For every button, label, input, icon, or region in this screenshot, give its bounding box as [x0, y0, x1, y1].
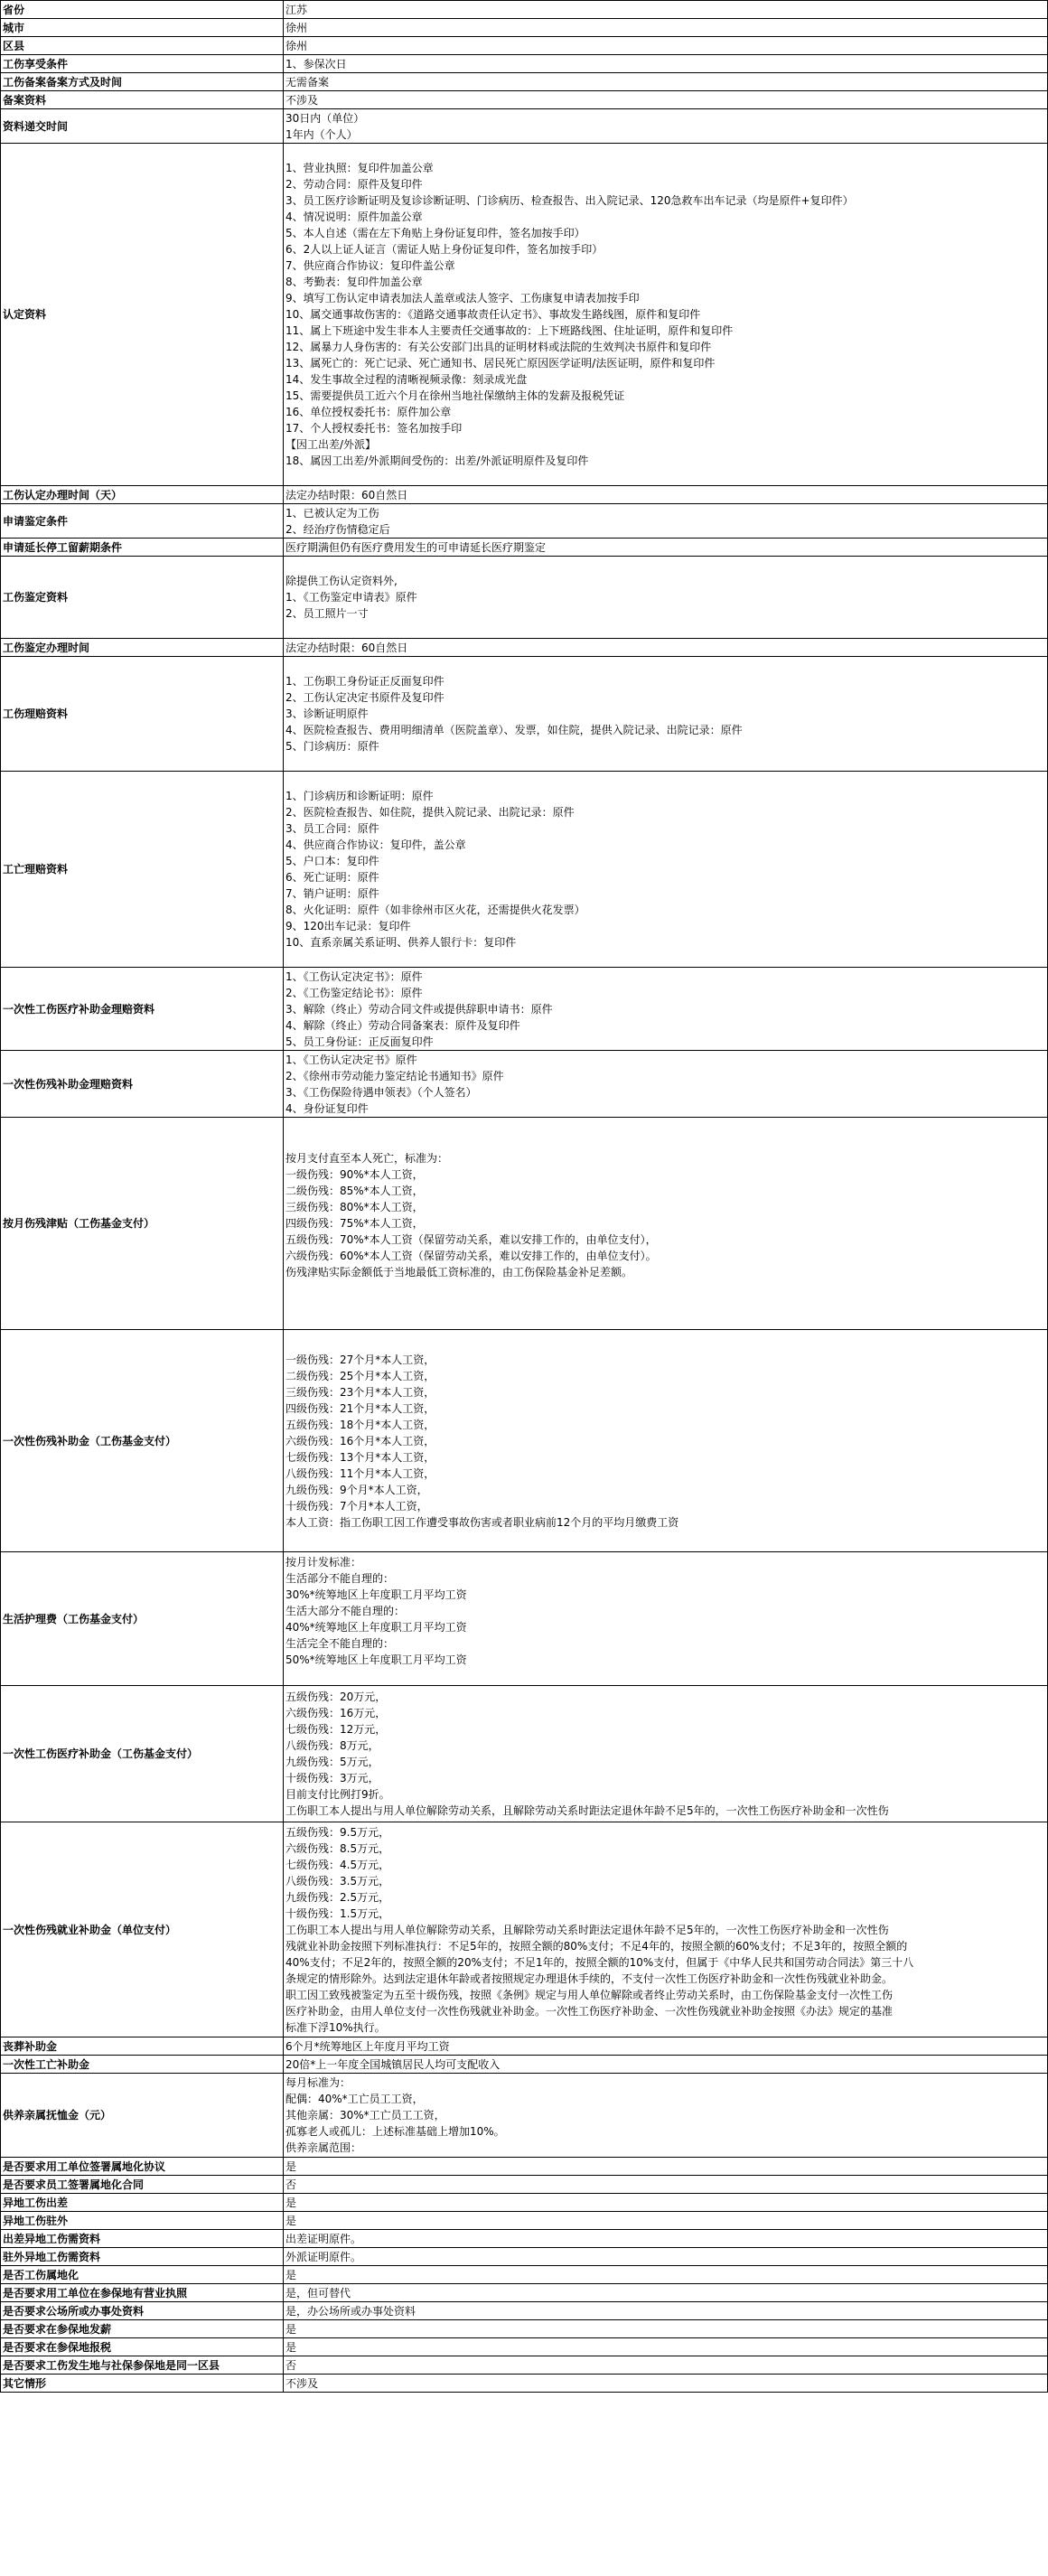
table-row: [1, 2248, 1048, 2266]
value-line: 17、个人授权委托书：签名加按手印: [285, 422, 463, 435]
value-line: 徐州: [285, 39, 308, 52]
row-label: 申请鉴定条件: [1, 504, 284, 539]
row-label: 驻外异地工伤需资料: [1, 2248, 284, 2266]
row-label: 是否工伤属地化: [1, 2266, 284, 2284]
value-line: 十级伤残：3万元，: [285, 1772, 379, 1784]
value-line: 六级伤残：60%*本人工资（保留劳动关系，难以安排工作的，由单位支付）。: [285, 1250, 657, 1262]
value-line: 十级伤残：1.5万元，: [285, 1906, 390, 1920]
table-row: [1, 2056, 1048, 2074]
value-line: 8、考勤表：复印件加盖公章: [285, 276, 423, 288]
row-value: [284, 2284, 1048, 2302]
value-line: 是，办公场所或办事处资料: [285, 2304, 416, 2318]
value-line: 一级伤残：90%*本人工资，: [285, 1168, 424, 1181]
table-row: [1, 1686, 1048, 1822]
value-line: 每月标准为：: [285, 2076, 351, 2089]
value-line: 三级伤残：80%*本人工资，: [285, 1201, 424, 1213]
value-line: 配偶：40%*工亡员工工资，: [285, 2093, 424, 2105]
value-line: 否: [285, 2178, 297, 2191]
table-row: [1, 91, 1048, 109]
row-value: [284, 2248, 1048, 2266]
value-line: 供养亲属范围：: [285, 2141, 362, 2154]
value-line: 医疗期满但仍有医疗费用发生的可申请延长医疗期鉴定: [285, 540, 547, 554]
row-value: [284, 486, 1048, 504]
value-line: 2、员工照片一寸: [285, 607, 369, 620]
table-row: [1, 1, 1048, 19]
value-line: 二级伤残：25个月*本人工资，: [285, 1369, 435, 1382]
value-line: 2、《徐州市劳动能力鉴定结论书通知书》原件: [285, 1069, 504, 1082]
row-value: [284, 2037, 1048, 2056]
value-line: 是，但可替代: [285, 2286, 351, 2300]
value-line: 是: [285, 2214, 297, 2227]
value-line: 1、《工伤认定决定书》原件: [285, 1053, 417, 1066]
row-label: 供养亲属抚恤金（元）: [1, 2074, 284, 2158]
value-line: 出差证明原件。: [285, 2232, 362, 2245]
value-line: 七级伤残：13个月*本人工资，: [285, 1450, 435, 1464]
row-value: [284, 2158, 1048, 2176]
value-line: 3、员工合同：原件: [285, 822, 379, 835]
value-line: 医疗补助金，由用人单位支付一次性伤残就业补助金。一次性工伤医疗补助金、一次性伤残就业补助金按照《办法》规定的基准: [285, 2004, 894, 2018]
row-value: [284, 1686, 1048, 1822]
value-line: 3、解除（终止）劳动合同文件或提供辞职申请书：原件: [285, 1002, 553, 1016]
value-line: 残就业补助金按照下列标准执行：不足5年的，按照全额的80%支付；不足4年的，按照全额的60%支付；不足3年的，按照全额的: [285, 1939, 908, 1953]
value-line: 11、属上下班途中发生非本人主要责任交通事故的：上下班路线图、住址证明，原件和复印件: [285, 324, 734, 337]
table-row: [1, 557, 1048, 639]
value-line: 法定办结时限：60自然日: [285, 641, 408, 654]
value-line: 3、员工医疗诊断证明及复诊诊断证明、门诊病历、检查报告、出入院记录、120急救车出车记录（均是原件+复印件）: [285, 194, 854, 207]
value-line: 6个月*统筹地区上年度月平均工资: [285, 2039, 450, 2053]
row-value: [284, 2338, 1048, 2356]
value-line: [285, 1280, 1045, 1297]
value-line: 标准下浮10%执行。: [285, 2020, 386, 2034]
table-row: [1, 2266, 1048, 2284]
row-label: 一次性工伤医疗补助金理赔资料: [1, 968, 284, 1051]
value-line: 职工因工致残被鉴定为五至十级伤残，按照《条例》规定与用人单位解除或者终止劳动关系时，由工伤保险基金支付一次性工伤: [285, 1988, 894, 2001]
row-value: [284, 2212, 1048, 2230]
value-line: 是: [285, 2340, 297, 2354]
value-line: 4、解除（终止）劳动合同备案表：原件及复印件: [285, 1018, 520, 1032]
row-label: 申请延长停工留薪期条件: [1, 539, 284, 557]
row-label: 工伤鉴定办理时间: [1, 639, 284, 657]
row-value: [284, 1118, 1048, 1330]
value-line: 徐州: [285, 21, 308, 34]
row-label: 工伤理赔资料: [1, 657, 284, 772]
table-row: [1, 486, 1048, 504]
value-line: 九级伤残：9个月*本人工资，: [285, 1483, 428, 1496]
table-row: [1, 2074, 1048, 2158]
row-label: 是否要求员工签署属地化合同: [1, 2176, 284, 2194]
value-line: 十级伤残：7个月*本人工资，: [285, 1499, 428, 1513]
value-line: 50%*统筹地区上年度职工月平均工资: [285, 1653, 467, 1666]
table-row: [1, 2302, 1048, 2320]
value-line: 工伤职工本人提出与用人单位解除劳动关系，且解除劳动关系时距法定退休年龄不足5年的，一次性工伤医疗补助金和一次性伤: [285, 1923, 889, 1936]
value-line: 3、诊断证明原件: [285, 707, 369, 720]
row-label: 一次性工亡补助金: [1, 2056, 284, 2074]
value-line: [285, 951, 1045, 967]
value-line: 是: [285, 2322, 297, 2336]
value-line: 2、劳动合同：原件及复印件: [285, 178, 423, 191]
value-line: 否: [285, 2358, 297, 2372]
table-row: [1, 1822, 1048, 2037]
value-line: 14、发生事故全过程的清晰视频录像：刻录成光盘: [285, 373, 528, 386]
table-row: [1, 968, 1048, 1051]
table-row: [1, 504, 1048, 539]
row-value: [284, 1552, 1048, 1686]
row-label: 区县: [1, 37, 284, 55]
row-value: [284, 37, 1048, 55]
value-line: 30%*统筹地区上年度职工月平均工资: [285, 1588, 467, 1601]
value-line: 【因工出差/外派】: [285, 438, 377, 451]
value-line: 八级伤残：3.5万元，: [285, 1874, 390, 1888]
table-row: [1, 2375, 1048, 2393]
table-row: [1, 2194, 1048, 2212]
table-row: [1, 1552, 1048, 1686]
row-label: 是否要求用工单位在参保地有营业执照: [1, 2284, 284, 2302]
table-row: [1, 1330, 1048, 1552]
table-row: [1, 109, 1048, 144]
value-line: 七级伤残：4.5万元，: [285, 1858, 390, 1871]
value-line: 是: [285, 2268, 297, 2281]
row-value: [284, 539, 1048, 557]
value-line: 4、身份证复印件: [285, 1101, 369, 1115]
value-line: 外派证明原件。: [285, 2250, 362, 2263]
value-line: 五级伤残：9.5万元，: [285, 1825, 390, 1839]
row-value: [284, 55, 1048, 73]
value-line: 是: [285, 2196, 297, 2209]
row-value: [284, 2056, 1048, 2074]
policy-table-body: [1, 1, 1048, 2393]
value-line: 1、《工伤鉴定申请表》原件: [285, 591, 417, 604]
value-line: 5、门诊病历：原件: [285, 740, 379, 753]
value-line: 四级伤残：75%*本人工资，: [285, 1217, 424, 1230]
value-line: 1、参保次日: [285, 57, 347, 70]
value-line: 二级伤残：85%*本人工资，: [285, 1185, 424, 1197]
value-line: 八级伤残：8万元，: [285, 1739, 379, 1752]
value-line: 孤寡老人或孤儿：上述标准基础上增加10%。: [285, 2125, 505, 2138]
value-line: 一级伤残：27个月*本人工资，: [285, 1353, 435, 1366]
value-line: 2、经治疗伤情稳定后: [285, 522, 390, 536]
row-label: 丧葬补助金: [1, 2037, 284, 2056]
value-line: [285, 657, 1045, 673]
row-label: 是否要求工伤发生地与社保参保地是同一区县: [1, 2356, 284, 2375]
value-line: [285, 1297, 1045, 1313]
value-line: 九级伤残：5万元，: [285, 1756, 379, 1768]
row-label: 一次性工伤医疗补助金（工伤基金支付）: [1, 1686, 284, 1822]
row-label: 城市: [1, 19, 284, 37]
value-line: 9、120出车记录：复印件: [285, 920, 411, 932]
value-line: 5、本人自述（需在左下角贴上身份证复印件，签名加按手印）: [285, 227, 585, 239]
value-line: 五级伤残：20万元，: [285, 1691, 387, 1703]
table-row: [1, 539, 1048, 557]
row-value: [284, 1330, 1048, 1552]
value-line: 工伤职工本人提出与用人单位解除劳动关系，且解除劳动关系时距法定退休年龄不足5年的，一次性工伤医疗补助金和一次性伤: [285, 1804, 889, 1817]
table-row: [1, 144, 1048, 486]
value-line: [285, 622, 1045, 638]
table-row: [1, 2230, 1048, 2248]
table-row: [1, 2176, 1048, 2194]
value-line: 15、需要提供员工近六个月在徐州当地社保缴纳主体的发薪及报税凭证: [285, 389, 625, 402]
table-row: [1, 55, 1048, 73]
row-label: 工伤享受条件: [1, 55, 284, 73]
value-line: 10、属交通事故伤害的：《道路交通事故责任认定书》、事故发生路线图，原件和复印件: [285, 308, 701, 321]
row-value: [284, 2266, 1048, 2284]
value-line: 9、填写工伤认定申请表加法人盖章或法人签字、工伤康复申请表加按手印: [285, 292, 640, 304]
value-line: 1、《工伤认定决定书》：原件: [285, 970, 423, 983]
value-line: 其他亲属：30%*工亡员工工资，: [285, 2109, 445, 2122]
row-value: [284, 1822, 1048, 2037]
table-row: [1, 639, 1048, 657]
value-line: 20倍*上一年度全国城镇居民人均可支配收入: [285, 2057, 501, 2071]
row-label: 备案资料: [1, 91, 284, 109]
value-line: 不涉及: [285, 93, 319, 107]
table-row: [1, 37, 1048, 55]
row-value: [284, 91, 1048, 109]
value-line: 伤残津贴实际金额低于当地最低工资标准的，由工伤保险基金补足差额。: [285, 1266, 633, 1279]
value-line: 是: [285, 2159, 297, 2173]
value-line: 2、《工伤鉴定结论书》：原件: [285, 986, 423, 999]
value-line: 40%*统筹地区上年度职工月平均工资: [285, 1620, 467, 1634]
value-line: 不涉及: [285, 2376, 319, 2390]
value-line: [285, 1335, 1045, 1352]
row-value: [284, 639, 1048, 657]
table-row: [1, 2212, 1048, 2230]
value-line: [285, 754, 1045, 771]
row-value: [284, 2230, 1048, 2248]
value-line: 3、《工伤保险待遇申领表》（个人签名）: [285, 1085, 477, 1099]
row-label: 按月伤残津贴（工伤基金支付）: [1, 1118, 284, 1330]
row-label: 是否要求在参保地发薪: [1, 2320, 284, 2338]
row-value: [284, 73, 1048, 91]
value-line: [285, 1313, 1045, 1329]
value-line: 4、医院检查报告、费用明细清单（医院盖章）、发票，如住院，提供入院记录、出院记录：原件: [285, 724, 743, 736]
value-line: 1、已被认定为工伤: [285, 506, 379, 520]
value-line: 六级伤残：16万元，: [285, 1707, 387, 1719]
row-value: [284, 2194, 1048, 2212]
row-value: [284, 772, 1048, 968]
value-line: 18、属因工出差/外派期间受伤的：出差/外派证明原件及复印件: [285, 454, 589, 467]
value-line: 江苏: [285, 3, 308, 16]
table-row: [1, 19, 1048, 37]
value-line: 本人工资：指工伤职工因工作遭受事故伤害或者职业病前12个月的平均月缴费工资: [285, 1515, 679, 1529]
row-label: 是否要求在参保地报税: [1, 2338, 284, 2356]
value-line: 8、火化证明：原件（如非徐州市区火花，还需提供火花发票）: [285, 904, 585, 916]
table-row: [1, 2356, 1048, 2375]
value-line: 7、销户证明：原件: [285, 887, 379, 900]
value-line: [285, 469, 1045, 485]
table-row: [1, 1118, 1048, 1330]
value-line: [285, 1668, 1045, 1684]
value-line: 五级伤残：70%*本人工资（保留劳动关系，难以安排工作的，由单位支付），: [285, 1233, 657, 1246]
value-line: 目前支付比例打9折。: [285, 1788, 390, 1801]
value-line: 1、营业执照：复印件加盖公章: [285, 162, 434, 174]
value-line: [285, 1134, 1045, 1150]
value-line: 7、供应商合作协议：复印件盖公章: [285, 259, 455, 272]
table-row: [1, 772, 1048, 968]
value-line: [285, 772, 1045, 788]
value-line: 1、工伤职工身份证正反面复印件: [285, 675, 444, 688]
row-value: [284, 144, 1048, 486]
row-value: [284, 2356, 1048, 2375]
row-label: 是否要求公场所或办事处资料: [1, 2302, 284, 2320]
value-line: [285, 144, 1045, 160]
value-line: 30日内（单位）: [285, 111, 365, 125]
value-line: 13、属死亡的：死亡记录、死亡通知书、居民死亡原因医学证明/法医证明，原件和复印件: [285, 357, 716, 370]
row-label: 资料递交时间: [1, 109, 284, 144]
value-line: [285, 1531, 1045, 1547]
row-label: 工伤鉴定资料: [1, 557, 284, 639]
row-label: 生活护理费（工伤基金支付）: [1, 1552, 284, 1686]
row-label: 一次性伤残补助金（工伤基金支付）: [1, 1330, 284, 1552]
value-line: 条规定的情形除外。达到法定退休年龄或者按照规定办理退休手续的，不支付一次性工伤医疗补助金和一次性伤残就业补助金。: [285, 1972, 894, 1985]
value-line: 10、直系亲属关系证明、供养人银行卡：复印件: [285, 936, 517, 949]
row-label: 异地工伤出差: [1, 2194, 284, 2212]
value-line: 16、单位授权委托书：原件加公章: [285, 406, 452, 418]
row-value: [284, 2320, 1048, 2338]
value-line: 生活部分不能自理的：: [285, 1571, 395, 1585]
value-line: 六级伤残：16个月*本人工资，: [285, 1434, 435, 1447]
row-value: [284, 2176, 1048, 2194]
row-value: [284, 1051, 1048, 1118]
value-line: 法定办结时限：60自然日: [285, 488, 408, 501]
value-line: 无需备案: [285, 75, 330, 89]
table-row: [1, 657, 1048, 772]
row-label: 省份: [1, 1, 284, 19]
value-line: 九级伤残：2.5万元，: [285, 1890, 390, 1904]
row-value: [284, 19, 1048, 37]
row-value: [284, 2302, 1048, 2320]
row-value: [284, 504, 1048, 539]
table-row: [1, 73, 1048, 91]
value-line: 5、员工身份证：正反面复印件: [285, 1035, 434, 1048]
row-value: [284, 2074, 1048, 2158]
row-value: [284, 2375, 1048, 2393]
row-label: 其它情形: [1, 2375, 284, 2393]
value-line: 生活大部分不能自理的：: [285, 1604, 406, 1617]
row-label: 工亡理赔资料: [1, 772, 284, 968]
row-value: [284, 557, 1048, 639]
value-line: 6、2人以上证人证言（需证人贴上身份证复印件，签名加按手印）: [285, 243, 604, 256]
value-line: 1年内（个人）: [285, 127, 358, 141]
row-value: [284, 1, 1048, 19]
value-line: 五级伤残：18个月*本人工资，: [285, 1418, 435, 1431]
value-line: 按月支付直至本人死亡，标准为：: [285, 1152, 449, 1165]
value-line: 2、医院检查报告、如住院，提供入院记录、出院记录：原件: [285, 806, 575, 819]
value-line: 四级伤残：21个月*本人工资，: [285, 1401, 435, 1415]
row-label: 认定资料: [1, 144, 284, 486]
value-line: 七级伤残：12万元，: [285, 1723, 387, 1736]
row-label: 一次性伤残就业补助金（单位支付）: [1, 1822, 284, 2037]
row-value: [284, 968, 1048, 1051]
value-line: [285, 1118, 1045, 1134]
row-label: 工伤认定办理时间（天）: [1, 486, 284, 504]
value-line: 12、属暴力人身伤害的：有关公安部门出具的证明材料或法院的生效判决书原件和复印件: [285, 341, 712, 353]
table-row: [1, 2320, 1048, 2338]
value-line: 6、死亡证明：原件: [285, 871, 379, 884]
table-row: [1, 2158, 1048, 2176]
value-line: 六级伤残：8.5万元，: [285, 1841, 390, 1855]
row-label: 一次性伤残补助金理赔资料: [1, 1051, 284, 1118]
row-label: 是否要求用工单位签署属地化协议: [1, 2158, 284, 2176]
value-line: 八级伤残：11个月*本人工资，: [285, 1466, 435, 1480]
value-line: 40%支付；不足2年的，按照全额的20%支付；不足1年的，按照全额的10%支付，但属于《中华人民共和国劳动合同法》第三十八: [285, 1955, 914, 1969]
row-label: 出差异地工伤需资料: [1, 2230, 284, 2248]
value-line: 5、户口本：复印件: [285, 855, 379, 867]
value-line: 2、工伤认定决定书原件及复印件: [285, 691, 444, 704]
table-row: [1, 1051, 1048, 1118]
row-value: [284, 109, 1048, 144]
table-row: [1, 2338, 1048, 2356]
value-line: [285, 557, 1045, 573]
value-line: 生活完全不能自理的：: [285, 1636, 395, 1650]
row-label: 工伤备案备案方式及时间: [1, 73, 284, 91]
table-row: [1, 2284, 1048, 2302]
value-line: 1、门诊病历和诊断证明：原件: [285, 790, 434, 802]
row-label: 异地工伤驻外: [1, 2212, 284, 2230]
value-line: 按月计发标准：: [285, 1555, 362, 1569]
row-value: [284, 657, 1048, 772]
value-line: 4、供应商合作协议：复印件，盖公章: [285, 838, 466, 851]
table-row: [1, 2037, 1048, 2056]
value-line: 4、情况说明：原件加盖公章: [285, 211, 423, 223]
value-line: 除提供工伤认定资料外,: [285, 575, 398, 587]
value-line: 三级伤残：23个月*本人工资，: [285, 1385, 435, 1399]
